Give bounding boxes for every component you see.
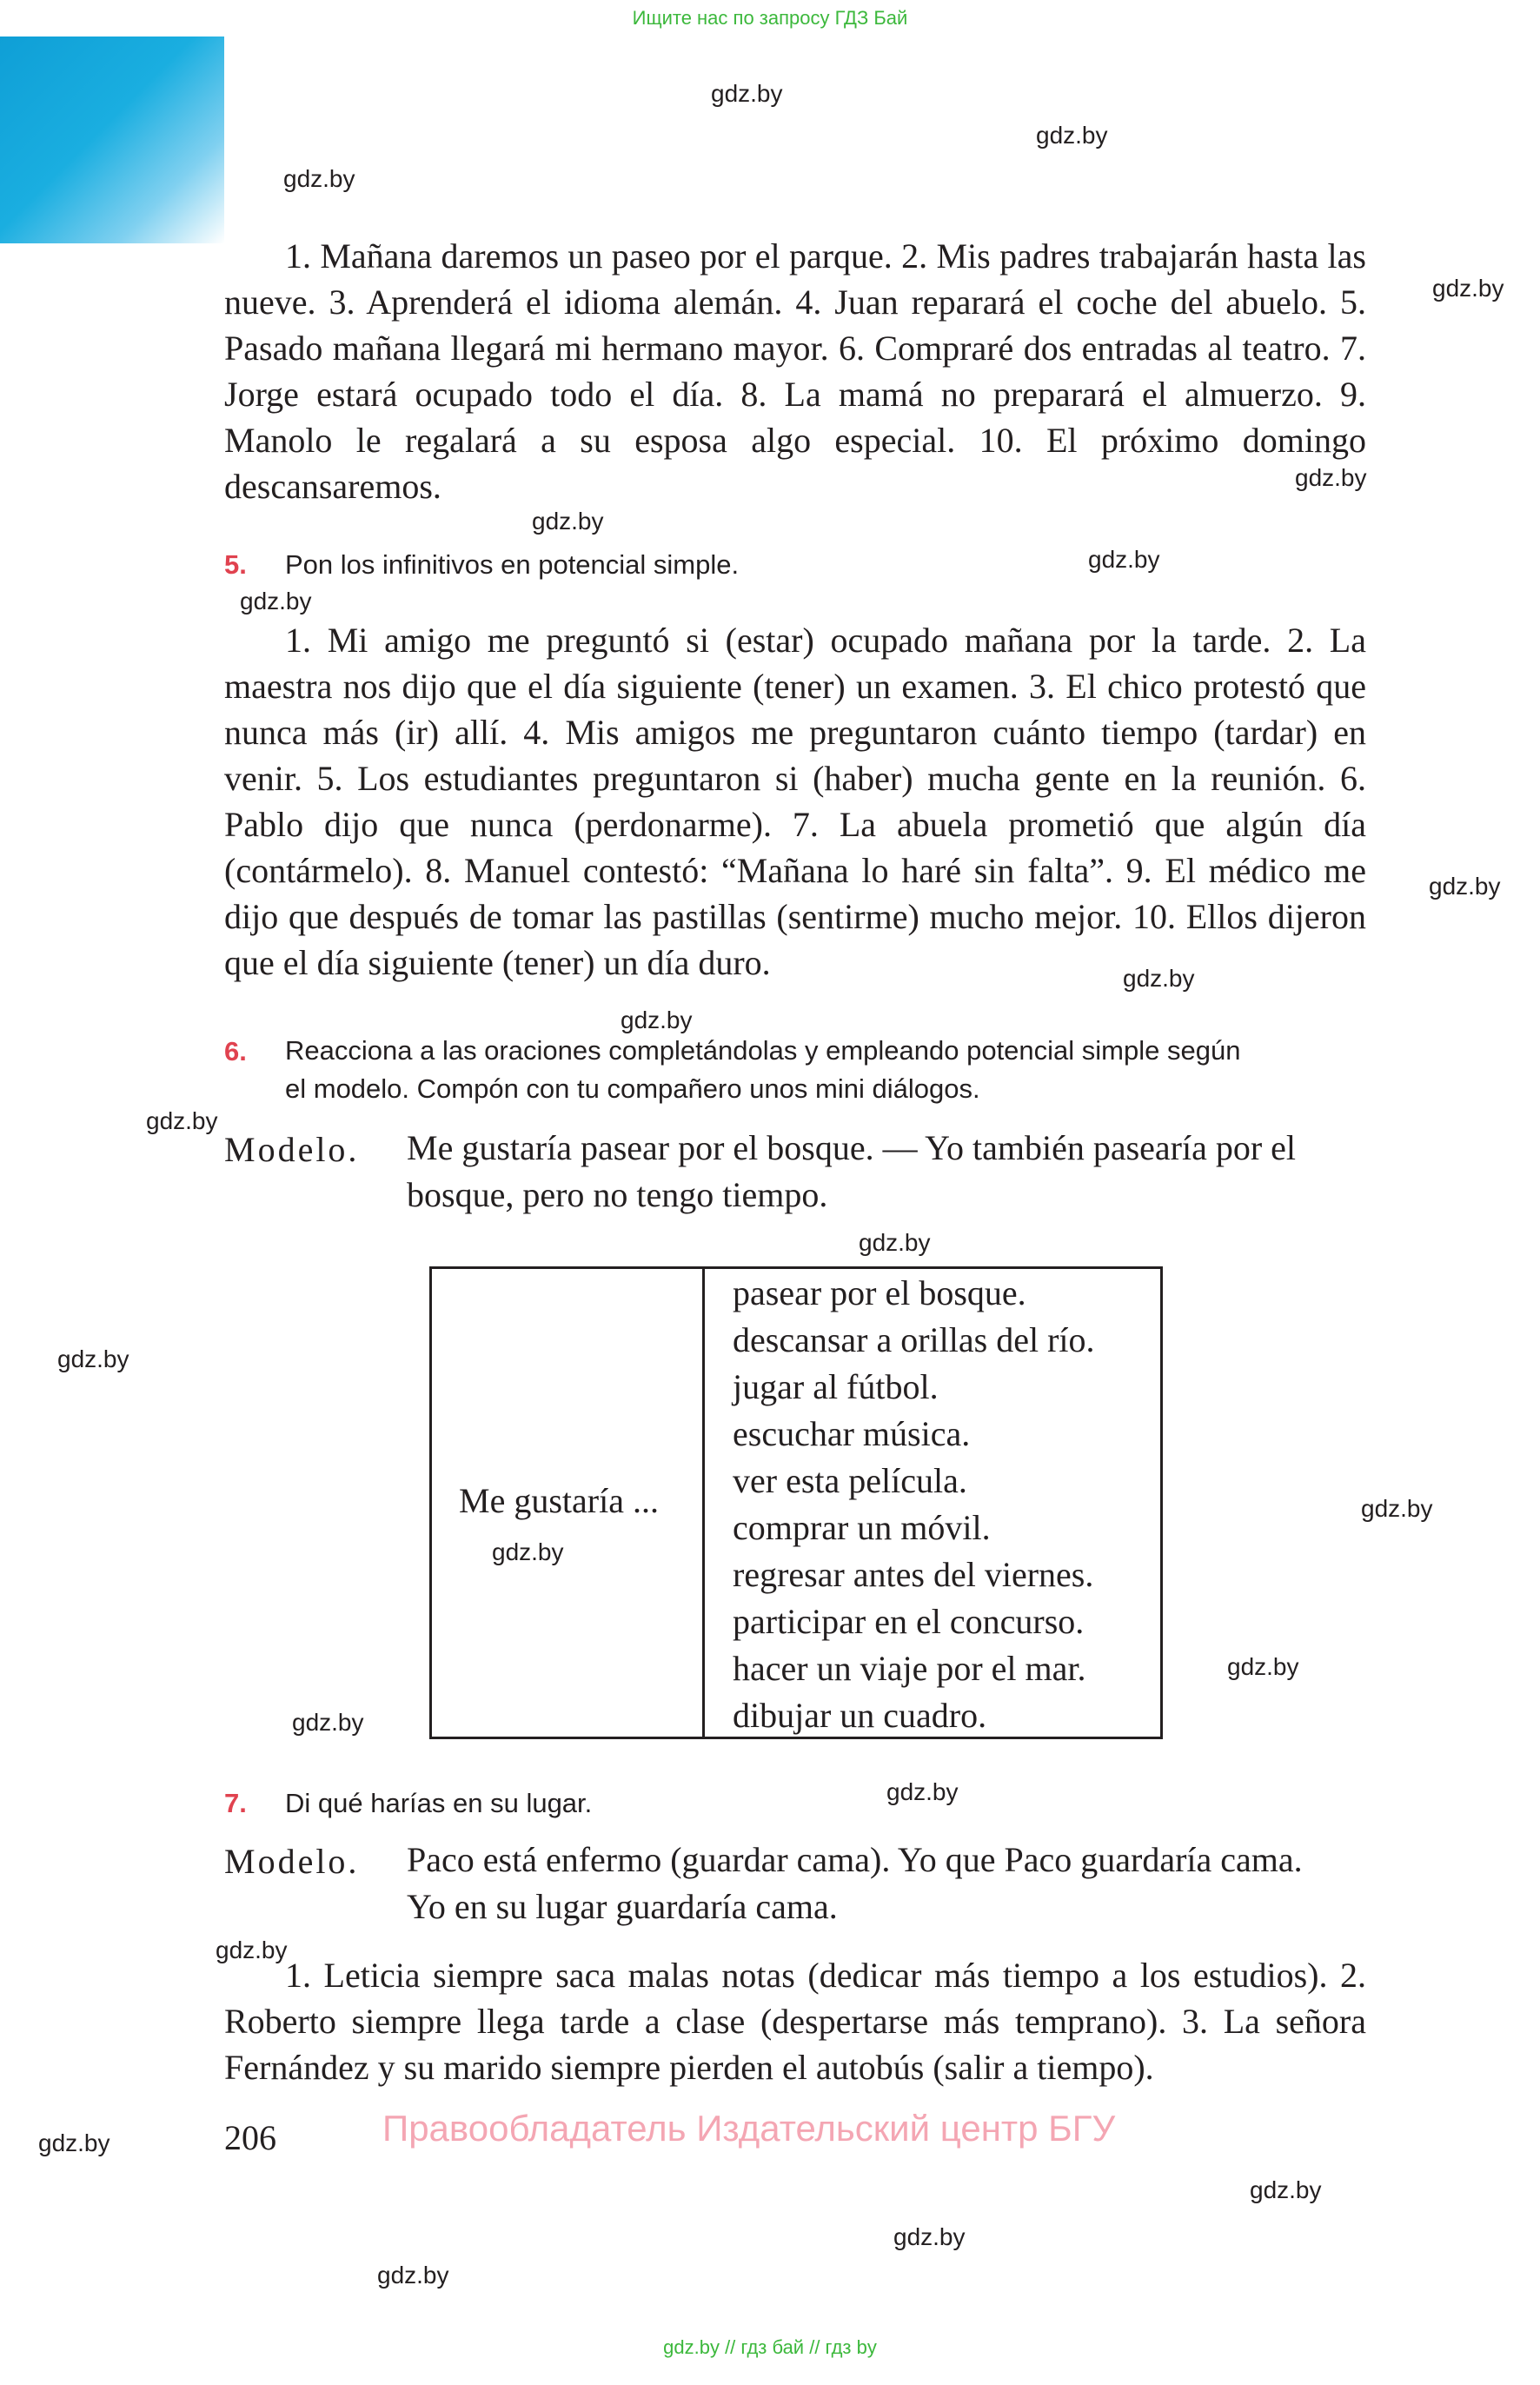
page-number: 206 bbox=[224, 2118, 276, 2157]
watermark: gdz.by bbox=[1227, 1653, 1299, 1680]
copyright-notice: Правообладатель Издательский центр БГУ bbox=[382, 2108, 1116, 2149]
task-5-text: 1. Mi amigo me preguntó si (estar) ocupado mañana por la tarde. 2. La maestra nos dijo que el día siguiente (tener) un examen. 3. El chico protestó que nunca más (ir) allí. 4. Mis amigos me preguntaron cuánto tiempo (tardar) en venir. 5. Los estudiantes preguntaron si (haber) mucha gente en la reunión. 6. Pablo dijo que nunca (perdonarme). 7. La abuela prometió que algún día (contármelo). 8. Manuel contestó: “Mañana lo haré sin falta”. 9. El médico me dijo que después de tomar las pastillas (sentirme) mucho mejor. 10. Ellos dijeron que el día siguiente (tener) un día duro. bbox=[224, 621, 1366, 982]
watermark: gdz.by bbox=[532, 508, 604, 535]
watermark: gdz.by bbox=[146, 1107, 218, 1134]
watermark: gdz.by bbox=[38, 2129, 110, 2156]
watermark: gdz.by bbox=[859, 1229, 931, 1256]
task-6-modelo-line-1: Me gustaría pasear por el bosque. — Yo también pasearía por el bbox=[407, 1128, 1297, 1167]
task-7-text: 1. Leticia siempre saca malas notas (dedicar más tiempo a los estudios). 2. Roberto siempre llega tarde a clase (despertarse más temprano). 3. La señora Fernández y su marido siempre pierden el autobús (salir a tiempo). bbox=[224, 1956, 1366, 2087]
exercise-4-text: 1. Mañana daremos un paseo por el parque. 2. Mis padres trabajarán hasta las nueve. 3. Aprenderá el idioma alemán. 4. Juan reparará el coche del abuelo. 5. Pasado mañana llegará mi hermano mayor. 6. Compraré dos entradas al teatro. 7. Jorge estará ocupado todo el día. 8. La mamá no preparará el almuerzo. 9. Manolo le regalará a su esposa algo especial. 10. El próximo domingo descansaremos. bbox=[224, 236, 1366, 506]
table-option: comprar un móvil. bbox=[733, 1508, 991, 1547]
task-7-modelo-line-2: Yo en su lugar guardaría cama. bbox=[407, 1887, 838, 1926]
watermark: gdz.by bbox=[621, 1006, 693, 1033]
watermark: gdz.by bbox=[1088, 546, 1160, 573]
footer-links[interactable]: gdz.by // гдз бай // гдз by bbox=[663, 2336, 877, 2358]
task-6-modelo-label: Modelo. bbox=[224, 1130, 360, 1169]
exercise-4-sentences bbox=[224, 233, 1366, 509]
watermark: gdz.by bbox=[240, 588, 312, 615]
watermark: gdz.by bbox=[1036, 122, 1108, 149]
watermark: gdz.by bbox=[893, 2223, 966, 2250]
table-left-cell: Me gustaría ... bbox=[459, 1481, 659, 1520]
task-7-modelo-label: Modelo. bbox=[224, 1842, 360, 1881]
table-option: descansar a orillas del río. bbox=[733, 1320, 1095, 1359]
watermark: gdz.by bbox=[886, 1778, 959, 1805]
task-7-sentences bbox=[224, 1952, 1366, 2090]
corner-decoration bbox=[0, 37, 224, 243]
table-option: pasear por el bosque. bbox=[733, 1273, 1026, 1312]
table-option: ver esta película. bbox=[733, 1461, 967, 1500]
table-option: jugar al fútbol. bbox=[733, 1367, 939, 1406]
task-5-sentences bbox=[224, 617, 1366, 986]
watermark: gdz.by bbox=[1295, 464, 1367, 491]
watermark: gdz.by bbox=[292, 1709, 364, 1736]
table-option: escuchar música. bbox=[733, 1414, 971, 1453]
table-option: hacer un viaje por el mar. bbox=[733, 1649, 1086, 1688]
task-6-instruction-line-2: el modelo. Compón con tu compañero unos mini diálogos. bbox=[285, 1073, 980, 1104]
task-6-instruction-line-1: Reacciona a las oraciones completándolas y empleando potencial simple según bbox=[285, 1035, 1241, 1066]
watermark: gdz.by bbox=[57, 1345, 129, 1372]
table-option: dibujar un cuadro. bbox=[733, 1696, 987, 1735]
task-5-instruction: Pon los infinitivos en potencial simple. bbox=[285, 549, 740, 580]
task-7-modelo-line-1: Paco está enfermo (guardar cama). Yo que Paco guardaría cama. bbox=[407, 1840, 1303, 1879]
watermark: gdz.by bbox=[283, 165, 355, 192]
task-6-number: 6. bbox=[224, 1036, 247, 1066]
watermark: gdz.by bbox=[1429, 873, 1501, 900]
watermark: gdz.by bbox=[492, 1538, 564, 1565]
top-banner[interactable]: Ищите нас по запросу ГДЗ Бай bbox=[632, 7, 908, 29]
watermark: gdz.by bbox=[1361, 1495, 1433, 1522]
task-5-number: 5. bbox=[224, 549, 247, 580]
watermark: gdz.by bbox=[216, 1937, 288, 1963]
watermark: gdz.by bbox=[1250, 2176, 1322, 2203]
table-divider bbox=[702, 1266, 705, 1739]
table-option: participar en el concurso. bbox=[733, 1602, 1085, 1641]
task-7-instruction: Di qué harías en su lugar. bbox=[285, 1788, 593, 1818]
task-7-number: 7. bbox=[224, 1788, 247, 1818]
watermark: gdz.by bbox=[1123, 965, 1195, 992]
watermark: gdz.by bbox=[711, 80, 783, 107]
watermark: gdz.by bbox=[377, 2262, 449, 2289]
table-option: regresar antes del viernes. bbox=[733, 1555, 1094, 1594]
task-6-modelo-line-2: bosque, pero no tengo tiempo. bbox=[407, 1175, 828, 1214]
watermark: gdz.by bbox=[1432, 275, 1504, 302]
table-options-list bbox=[733, 1270, 1095, 1739]
